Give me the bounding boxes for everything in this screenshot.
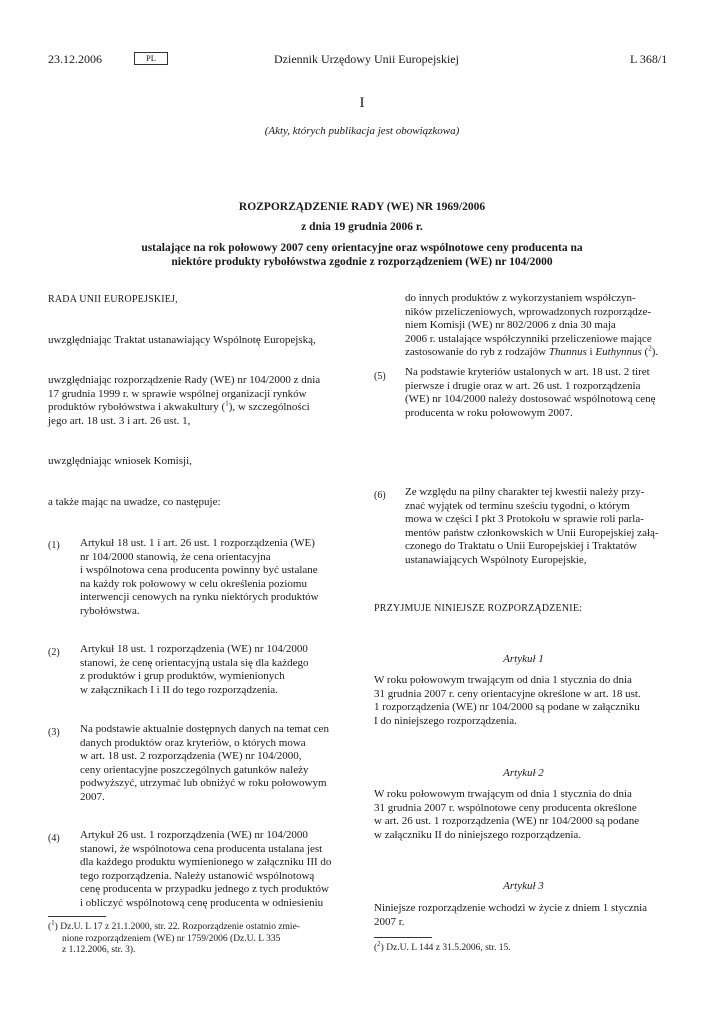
article-2-heading: Artykuł 2 xyxy=(503,767,544,779)
article-3-text: Niniejsze rozporządzenie wchodzi w życie z dniem 1 stycznia 2007 r. xyxy=(374,902,648,928)
recital-4-continuation: do innych produktów z wykorzystaniem współczyn- ników przeliczeniowych, wprowadzonych rozporządze- niem Komisji (WE) nr 802/2006 z dnia 30 maja 2006 r. ustalające współczynniki przeliczeniowe mające zastosowanie do ryb z rodzajów Thunnus i Euthynnus ($^2$). xyxy=(405,292,659,358)
recital-number: (1) xyxy=(48,540,60,551)
footnote-1: ($^1$) Dz.U. L 17 z 21.1.2000, str. 22. Rozporządzenie ostatnio zmie- nione rozporządzeniem (WE) nr 1759/2006 (Dz.U. L 335 z 1.12.2006, str. 3). xyxy=(48,918,300,955)
whereas-intro: a także mając na uwadze, co następuje: xyxy=(48,496,221,508)
regulation-title: ROZPORZĄDZENIE RADY (WE) NR 1969/2006 xyxy=(238,201,486,213)
regulation-date: z dnia 19 grudnia 2006 r. xyxy=(301,221,423,233)
recital-number: (5) xyxy=(374,371,386,382)
regulation-citation: uwzględniając rozporządzenie Rady (WE) nr 104/2000 z dnia 17 grudnia 1999 r. w sprawie wspólnej organizacji rynków produktów rybołówstwa i akwakultury ($^1$), w szczególności jego art. 18 ust. 3 i art. 26 ust. 1, xyxy=(48,374,321,427)
recital-2: Artykuł 18 ust. 1 rozporządzenia (WE) nr 104/2000 stanowi, że cenę orientacyjną ustala się dla każdego z produktów i grup produktów, wymienionych w załącznikach I i II do tego rozporządzenia. xyxy=(80,643,309,696)
recital-number: (2) xyxy=(48,647,60,658)
journal-title: Dziennik Urzędowy Unii Europejskiej xyxy=(274,52,459,66)
footnote-rule xyxy=(374,937,432,938)
footnote-ref-1: 1 xyxy=(225,399,229,408)
article-1-text: W roku połowowym trwającym od dnia 1 stycznia do dnia 31 grudnia 2007 r. ceny orientacyjne określone w art. 18 ust. 1 rozporządzenia (WE) nr 104/2000 są podane w załączniku I do niniejszego rozporządzenia. xyxy=(374,674,641,727)
section-numeral: I xyxy=(359,95,365,111)
recital-number: (4) xyxy=(48,833,60,844)
footnote-2: ($^2$) Dz.U. L 144 z 31.5.2006, str. 15. xyxy=(374,939,511,953)
regulation-subject-line2: niektóre produkty rybołówstwa zgodnie z rozporządzeniem (WE) nr 104/2000 xyxy=(171,256,553,268)
recital-4: Artykuł 26 ust. 1 rozporządzenia (WE) nr 104/2000 stanowi, że wspólnotowa cena producenta ustalana jest dla każdego produktu wymienionego w załączniku III do tego rozporządzenia. Należy ustanowić wspólnotową cenę producenta w przypadku jednego z tych produktów i obliczyć wspólnotową cenę producenta w odniesieniu xyxy=(80,829,332,909)
article-3-heading: Artykuł 3 xyxy=(503,880,544,892)
article-2-text: W roku połowowym trwającym od dnia 1 stycznia do dnia 31 grudnia 2007 r. wspólnotowe ceny producenta określone w art. 26 ust. 1 rozporządzenia (WE) nr 104/2000 są podane w załączniku II do niniejszego rozporządzenia. xyxy=(374,788,640,841)
recital-1: Artykuł 18 ust. 1 i art. 26 ust. 1 rozporządzenia (WE) nr 104/2000 stanowią, że cena orientacyjna i wspólnotowa cena producenta powinny być ustalane na każdy rok połowowy w celu określenia poziomu interwencji cenowych na rynku niektórych produktów rybołówstwa. xyxy=(80,537,319,617)
recital-3: Na podstawie aktualnie dostępnych danych na temat cen danych produktów oraz kryteriów, o których mowa w art. 18 ust. 2 rozporządzenia (WE) nr 104/2000, ceny orientacyjne poszczególnych gatunków należy podwyższyć, utrzymać lub obniżyć w roku połowowym 2007. xyxy=(80,723,329,803)
recital-number: (6) xyxy=(374,490,386,501)
footnote-rule xyxy=(48,916,106,917)
council-heading: RADA UNII EUROPEJSKIEJ, xyxy=(48,294,178,305)
recital-number: (3) xyxy=(48,727,60,738)
genus-euthynnus: Euthynnus xyxy=(595,346,642,358)
footnote-ref-2: 2 xyxy=(648,344,652,353)
language-badge: PL xyxy=(134,52,168,65)
article-1-heading: Artykuł 1 xyxy=(503,653,544,665)
regulation-subject-line1: ustalające na rok połowowy 2007 ceny orientacyjne oraz wspólnotowe ceny producenta na xyxy=(141,242,583,254)
treaty-citation: uwzględniając Traktat ustanawiający Wspólnotę Europejską, xyxy=(48,334,316,346)
adoption-statement: PRZYJMUJE NINIEJSZE ROZPORZĄDZENIE: xyxy=(374,603,583,614)
acts-note: (Akty, których publikacja jest obowiązkowa) xyxy=(264,125,460,137)
recital-5: Na podstawie kryteriów ustalonych w art. 18 ust. 2 tiret pierwsze i drugie oraz w art. 26 ust. 1 rozporządzenia (WE) nr 104/2000 należy dostosować wspólnotową cenę producenta w roku połowowym 2007. xyxy=(405,366,656,419)
recital-6: Ze względu na pilny charakter tej kwestii należy przy- znać wyjątek od terminu sześciu tygodni, o którym mowa w części I pkt 3 Protokołu w sprawie roli parla- mentów państw członkowskich w Unii Europejskiej załą- czonego do Traktatu o Unii Europejskiej i Traktatów ustanawiających Wspólnoty Europejskie, xyxy=(405,486,659,566)
commission-citation: uwzględniając wniosek Komisji, xyxy=(48,455,192,467)
header-date: 23.12.2006 xyxy=(48,52,102,66)
genus-thunnus: Thunnus xyxy=(548,346,587,358)
page-number: L 368/1 xyxy=(630,52,668,66)
